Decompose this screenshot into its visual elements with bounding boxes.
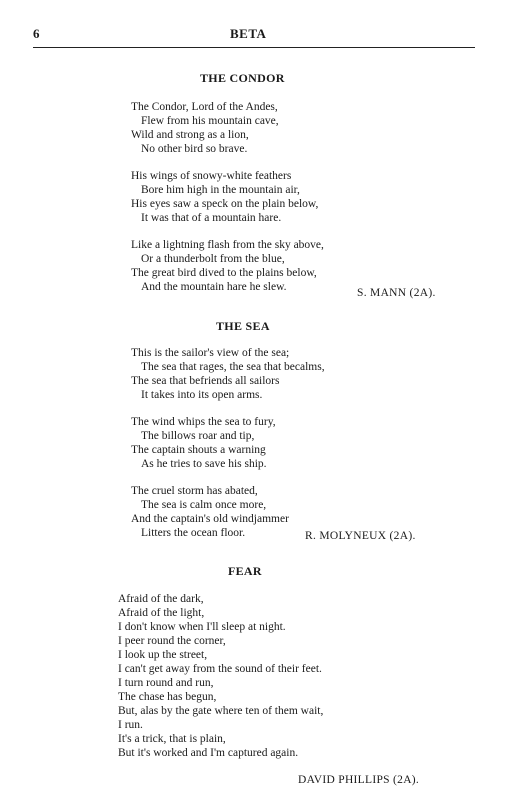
poem-line: It takes into its open arms.	[141, 389, 263, 401]
poem-line: Wild and strong as a lion,	[131, 129, 249, 141]
poem-line: And the captain's old windjammer	[131, 513, 289, 525]
poem-line: The captain shouts a warning	[131, 444, 266, 456]
poem-line: I run.	[118, 719, 143, 731]
poem-line: The sea that befriends all sailors	[131, 375, 280, 387]
poem-line: It's a trick, that is plain,	[118, 733, 226, 745]
poem-line: His eyes saw a speck on the plain below,	[131, 198, 319, 210]
poem-line: Litters the ocean floor.	[141, 527, 246, 539]
poem-body-fear	[118, 592, 323, 773]
stanza	[131, 238, 324, 294]
author-credit: S. MANN (2A).	[357, 287, 436, 299]
poem-line: The wind whips the sea to fury,	[131, 416, 276, 428]
poem-line: Like a lightning flash from the sky above,	[131, 239, 324, 251]
poem-line: The sea that rages, the sea that becalms,	[141, 361, 325, 373]
page-number: 6	[33, 26, 40, 41]
header-rule	[33, 47, 475, 48]
stanza	[131, 100, 324, 156]
poem-line: Or a thunderbolt from the blue,	[141, 253, 285, 265]
poem-body-sea	[131, 346, 325, 553]
poem-line: And the mountain hare he slew.	[141, 281, 287, 293]
poem-line: I peer round the corner,	[118, 635, 226, 647]
poem-line: But, alas by the gate where ten of them wait,	[118, 705, 324, 717]
poem-line: It was that of a mountain hare.	[141, 212, 282, 224]
poem-line: I turn round and run,	[118, 677, 214, 689]
poem-line: Flew from his mountain cave,	[141, 115, 279, 127]
poem-line: The Condor, Lord of the Andes,	[131, 101, 278, 113]
poem-title-fear: FEAR	[228, 564, 262, 578]
poem-line: But it's worked and I'm captured again.	[118, 747, 299, 759]
poem-line: The sea is calm once more,	[141, 499, 267, 511]
poem-line: Afraid of the dark,	[118, 593, 204, 605]
poem-line: The billows roar and tip,	[141, 430, 255, 442]
poem-line: Bore him high in the mountain air,	[141, 184, 300, 196]
poem-line: I don't know when I'll sleep at night.	[118, 621, 286, 633]
poem-title-sea: THE SEA	[216, 319, 270, 333]
journal-title: BETA	[230, 26, 267, 41]
poem-line: The great bird dived to the plains below,	[131, 267, 317, 279]
poem-line: The cruel storm has abated,	[131, 485, 258, 497]
stanza	[131, 415, 325, 471]
poem-line: I look up the street,	[118, 649, 208, 661]
poem-line: This is the sailor's view of the sea;	[131, 347, 290, 359]
author-credit: DAVID PHILLIPS (2A).	[298, 774, 420, 786]
poem-line: The chase has begun,	[118, 691, 217, 703]
poem-body-condor	[131, 100, 324, 307]
poem-title-condor: THE CONDOR	[200, 71, 285, 85]
poem-line: His wings of snowy-white feathers	[131, 170, 292, 182]
stanza	[131, 169, 324, 225]
stanza	[131, 484, 325, 540]
poem-line: Afraid of the light,	[118, 607, 205, 619]
author-credit: R. MOLYNEUX (2A).	[305, 530, 416, 542]
stanza	[118, 592, 323, 760]
stanza	[131, 346, 325, 402]
poem-line: I can't get away from the sound of their feet.	[118, 663, 322, 675]
poem-line: As he tries to save his ship.	[141, 458, 267, 470]
poem-line: No other bird so brave.	[141, 143, 248, 155]
